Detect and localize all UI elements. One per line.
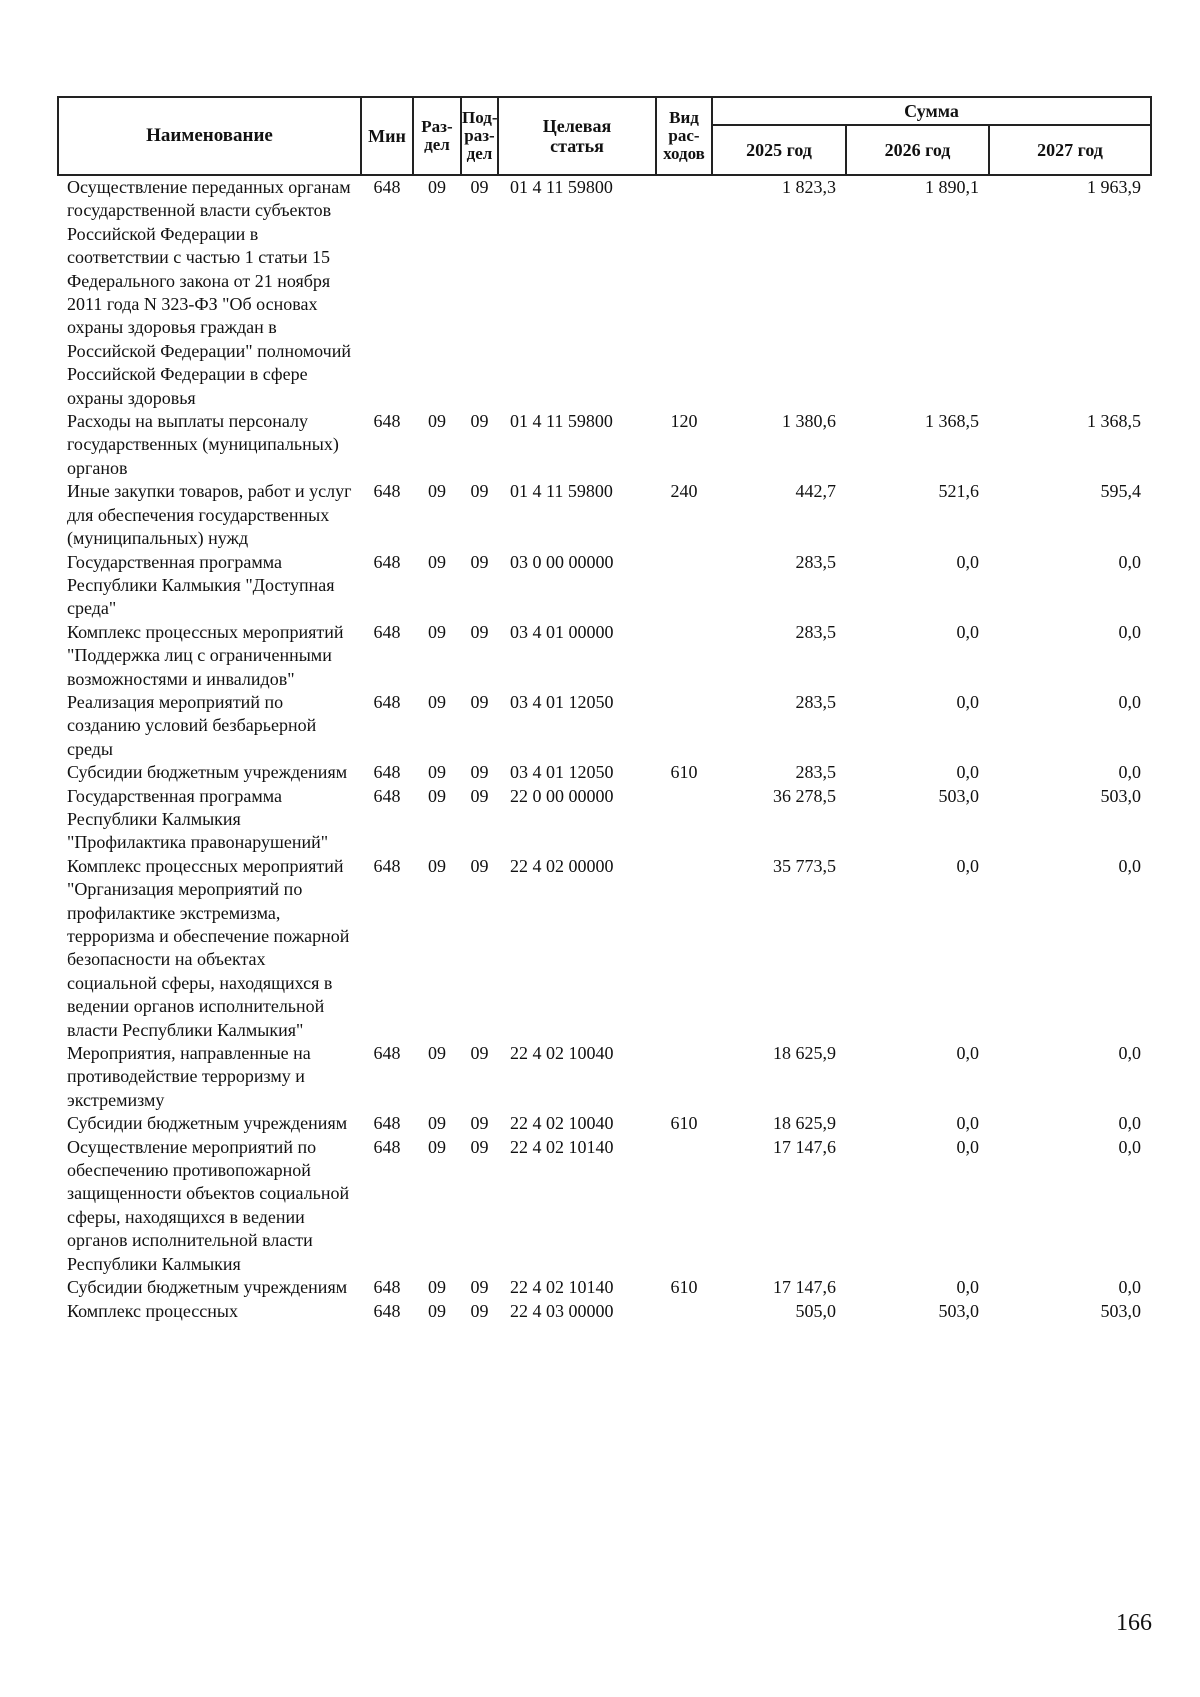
cell-2026: 0,0 xyxy=(956,1277,979,1298)
cell-podrazdel: 09 xyxy=(470,1136,489,1157)
table-row xyxy=(58,1136,1151,1276)
cell-razdel: 09 xyxy=(428,1277,446,1298)
cell-2027: 0,0 xyxy=(1118,551,1141,572)
cell-2025: 283,5 xyxy=(795,621,836,642)
cell-vid xyxy=(656,855,712,1042)
cell-razdel: 09 xyxy=(428,1136,446,1157)
table-row xyxy=(58,691,1151,761)
cell-vid xyxy=(656,691,712,761)
table-row xyxy=(58,1300,1151,1323)
table-row xyxy=(58,480,1151,550)
cell-target: 03 4 01 00000 xyxy=(510,621,614,642)
cell-min: 648 xyxy=(373,411,401,432)
cell-min: 648 xyxy=(373,621,401,642)
page-number: 166 xyxy=(1116,1610,1152,1636)
cell-2025: 17 147,6 xyxy=(773,1277,836,1298)
cell-2026: 0,0 xyxy=(956,621,979,642)
cell-razdel: 09 xyxy=(428,481,446,502)
cell-target: 22 4 02 10140 xyxy=(510,1277,614,1298)
cell-vid: 610 xyxy=(670,1113,698,1134)
cell-target: 01 4 11 59800 xyxy=(510,411,613,432)
cell-2025: 36 278,5 xyxy=(773,785,836,806)
header-sum: Сумма xyxy=(712,97,1151,125)
cell-vid: 610 xyxy=(670,762,698,783)
cell-name: Государственная программа Республики Калмыкия "Профилактика правонарушений" xyxy=(67,785,329,853)
table-row xyxy=(58,1276,1151,1299)
cell-2025: 283,5 xyxy=(795,551,836,572)
cell-2027: 0,0 xyxy=(1118,691,1141,712)
table-row xyxy=(58,1042,1151,1112)
cell-min: 648 xyxy=(373,177,401,197)
cell-2027: 595,4 xyxy=(1100,481,1141,502)
cell-2026: 0,0 xyxy=(956,762,979,783)
cell-name: Субсидии бюджетным учреждениям xyxy=(67,762,348,783)
cell-2027: 0,0 xyxy=(1118,855,1141,876)
cell-razdel: 09 xyxy=(428,1300,446,1321)
cell-vid xyxy=(656,785,712,855)
cell-name: Комплекс процессных мероприятий "Организация мероприятий по профилактике экстремизма, терроризма и обеспечение пожарной безопасности на объектах социальной сферы, находящихся в ведении органов исполнительной власти Республики Калмыкия" xyxy=(67,855,350,1040)
cell-razdel: 09 xyxy=(428,762,446,783)
cell-vid: 120 xyxy=(670,411,698,432)
header-year-2027: 2027 год xyxy=(989,125,1151,175)
table-row xyxy=(58,551,1151,621)
cell-podrazdel: 09 xyxy=(470,855,489,876)
cell-min: 648 xyxy=(373,1043,401,1064)
cell-target: 03 4 01 12050 xyxy=(510,691,614,712)
table-row xyxy=(58,761,1151,784)
table-row xyxy=(58,855,1151,1042)
cell-name: Государственная программа Республики Калмыкия "Доступная среда" xyxy=(67,551,335,619)
cell-target: 22 0 00 00000 xyxy=(510,785,614,806)
cell-2025: 18 625,9 xyxy=(773,1043,836,1064)
cell-2025: 283,5 xyxy=(795,762,836,783)
cell-2026: 0,0 xyxy=(956,1136,979,1157)
cell-podrazdel: 09 xyxy=(470,691,489,712)
cell-target: 01 4 11 59800 xyxy=(510,177,613,197)
cell-vid: 610 xyxy=(670,1277,698,1298)
cell-2026: 0,0 xyxy=(956,691,979,712)
cell-vid xyxy=(656,1042,712,1112)
cell-2027: 0,0 xyxy=(1118,621,1141,642)
cell-2025: 1 823,3 xyxy=(782,177,836,197)
cell-podrazdel: 09 xyxy=(470,411,489,432)
cell-2027: 0,0 xyxy=(1118,1113,1141,1134)
cell-target: 22 4 02 10040 xyxy=(510,1043,614,1064)
cell-vid: 240 xyxy=(670,481,698,502)
cell-2026: 0,0 xyxy=(956,1113,979,1134)
cell-razdel: 09 xyxy=(428,621,446,642)
table-body xyxy=(58,175,1151,1323)
header-year-2025: 2025 год xyxy=(712,125,846,175)
cell-2027: 0,0 xyxy=(1118,1136,1141,1157)
cell-2026: 503,0 xyxy=(938,1300,979,1321)
table-header xyxy=(58,97,1151,175)
cell-2026: 0,0 xyxy=(956,1043,979,1064)
cell-2027: 0,0 xyxy=(1118,762,1141,783)
cell-razdel: 09 xyxy=(428,177,446,197)
header-min: Мин xyxy=(361,97,413,175)
cell-name: Реализация мероприятий по созданию условий безбарьерной среды xyxy=(67,691,317,759)
cell-2026: 1 890,1 xyxy=(925,177,979,197)
cell-name: Комплекс процессных xyxy=(67,1300,238,1321)
cell-2025: 18 625,9 xyxy=(773,1113,836,1134)
cell-2027: 1 368,5 xyxy=(1087,411,1141,432)
header-name: Наименование xyxy=(58,97,361,175)
cell-min: 648 xyxy=(373,1136,401,1157)
cell-name: Иные закупки товаров, работ и услуг для обеспечения государственных (муниципальных) нужд xyxy=(67,481,352,549)
cell-2027: 503,0 xyxy=(1100,1300,1141,1321)
cell-target: 22 4 02 10040 xyxy=(510,1113,614,1134)
cell-name: Осуществление переданных органам государственной власти субъектов Российской Федерации в соответствии с частью 1 статьи 15 Федерального закона от 21 ноября 2011 года N 323-ФЗ "Об основах охраны здоровья граждан в Российской Федерации" полномочий Российской Федерации в сфере охраны здоровья xyxy=(67,177,351,408)
cell-podrazdel: 09 xyxy=(470,785,489,806)
cell-name: Субсидии бюджетным учреждениям xyxy=(67,1113,348,1134)
cell-podrazdel: 09 xyxy=(470,177,489,197)
cell-vid xyxy=(656,1300,712,1323)
cell-2027: 0,0 xyxy=(1118,1043,1141,1064)
cell-name: Комплекс процессных мероприятий "Поддержка лиц с ограниченными возможностями и инвалидов" xyxy=(67,621,344,689)
header-razdel: Раз- дел xyxy=(413,97,461,175)
cell-2026: 0,0 xyxy=(956,855,979,876)
cell-min: 648 xyxy=(373,1300,401,1321)
cell-vid xyxy=(656,1136,712,1276)
cell-podrazdel: 09 xyxy=(470,551,489,572)
cell-razdel: 09 xyxy=(428,551,446,572)
cell-2025: 1 380,6 xyxy=(782,411,836,432)
cell-target: 03 0 00 00000 xyxy=(510,551,614,572)
cell-2025: 35 773,5 xyxy=(773,855,836,876)
cell-target: 03 4 01 12050 xyxy=(510,762,614,783)
cell-2025: 442,7 xyxy=(795,481,836,502)
header-podrazdel: Под- раз- дел xyxy=(461,97,498,175)
cell-target: 22 4 02 10140 xyxy=(510,1136,614,1157)
cell-min: 648 xyxy=(373,551,401,572)
table-row xyxy=(58,785,1151,855)
table-row xyxy=(58,1112,1151,1135)
table-row xyxy=(58,175,1151,410)
cell-razdel: 09 xyxy=(428,785,446,806)
cell-vid xyxy=(656,621,712,691)
cell-2025: 283,5 xyxy=(795,691,836,712)
cell-vid xyxy=(656,551,712,621)
cell-name: Мероприятия, направленные на противодействие терроризму и экстремизму xyxy=(67,1043,311,1110)
cell-razdel: 09 xyxy=(428,1113,446,1134)
cell-min: 648 xyxy=(373,1113,401,1134)
cell-min: 648 xyxy=(373,481,401,502)
header-year-2026: 2026 год xyxy=(846,125,989,175)
cell-target: 22 4 03 00000 xyxy=(510,1300,614,1321)
cell-name: Субсидии бюджетным учреждениям xyxy=(67,1277,348,1298)
cell-2026: 521,6 xyxy=(938,481,979,502)
cell-2026: 503,0 xyxy=(938,785,979,806)
cell-podrazdel: 09 xyxy=(470,1277,489,1298)
cell-2025: 505,0 xyxy=(795,1300,836,1321)
cell-razdel: 09 xyxy=(428,411,446,432)
cell-name: Расходы на выплаты персоналу государственных (муниципальных) органов xyxy=(67,411,339,478)
cell-podrazdel: 09 xyxy=(470,1113,489,1134)
cell-target: 22 4 02 00000 xyxy=(510,855,614,876)
budget-table xyxy=(57,96,1152,1323)
cell-min: 648 xyxy=(373,1277,401,1298)
cell-min: 648 xyxy=(373,762,401,783)
cell-razdel: 09 xyxy=(428,855,446,876)
cell-vid xyxy=(656,175,712,410)
header-target: Целевая статья xyxy=(498,97,656,175)
cell-podrazdel: 09 xyxy=(470,621,489,642)
cell-razdel: 09 xyxy=(428,691,446,712)
cell-razdel: 09 xyxy=(428,1043,446,1064)
cell-min: 648 xyxy=(373,785,401,806)
cell-2027: 1 963,9 xyxy=(1087,177,1141,197)
cell-target: 01 4 11 59800 xyxy=(510,481,613,502)
cell-podrazdel: 09 xyxy=(470,481,489,502)
header-vid: Вид рас- ходов xyxy=(656,97,712,175)
cell-min: 648 xyxy=(373,691,401,712)
cell-2027: 0,0 xyxy=(1118,1277,1141,1298)
cell-2025: 17 147,6 xyxy=(773,1136,836,1157)
cell-min: 648 xyxy=(373,855,401,876)
table-row xyxy=(58,621,1151,691)
cell-2027: 503,0 xyxy=(1100,785,1141,806)
cell-2026: 0,0 xyxy=(956,551,979,572)
cell-podrazdel: 09 xyxy=(470,762,489,783)
cell-podrazdel: 09 xyxy=(470,1300,489,1321)
cell-podrazdel: 09 xyxy=(470,1043,489,1064)
table-row xyxy=(58,410,1151,480)
cell-name: Осуществление мероприятий по обеспечению противопожарной защищенности объектов социальной сферы, находящихся в ведении органов исполнительной власти Республики Калмыкия xyxy=(67,1136,350,1274)
cell-2026: 1 368,5 xyxy=(925,411,979,432)
